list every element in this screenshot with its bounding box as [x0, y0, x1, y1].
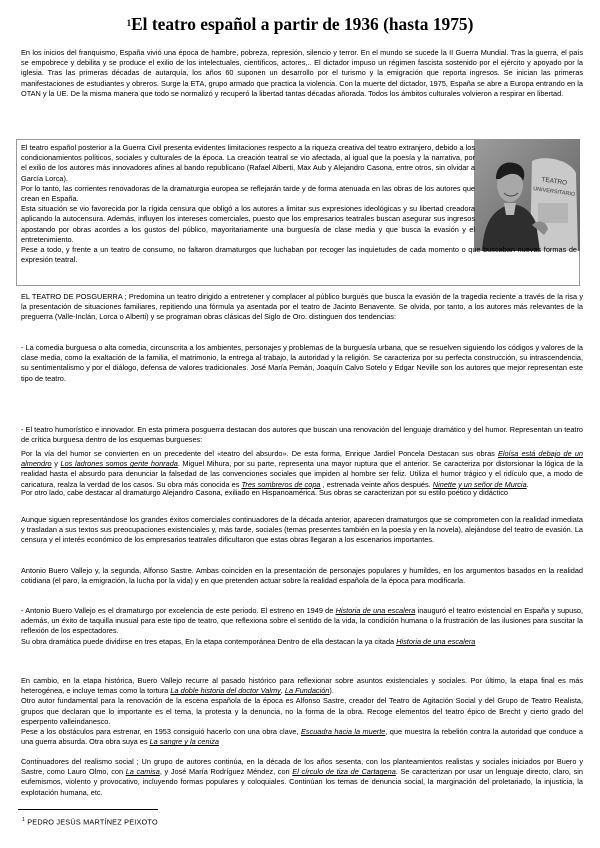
posguerra-section: [21, 292, 583, 323]
box-paragraph-2: Por lo tanto, las corrientes renovadoras de la dramaturgia europea se reflejarán tarde y de forma atenuada en las obras de los autores que crean en España.: [21, 183, 475, 204]
text-run: inauguró el teatro existencial en España y supuso, además, un éxito de taquilla inusual para este tipo de teatro, que reflexiona sobre el sentido de la vida, la condición humana o la frustración de las ilusiones para suscitar la reflexión de los espectadores.: [21, 606, 583, 636]
text-run: , que muestra la rebelión contra la autoridad que conduce a una guerra absurda. Otra obra suya es: [21, 727, 583, 747]
jardiel-mihura-text: [21, 449, 583, 490]
footnote-divider: [18, 809, 158, 810]
buero-vallejo-text: [21, 606, 583, 637]
work-title: Historia de una escalera: [335, 606, 416, 615]
text-run: Su obra dramática puede dividirse en tres etapas, En la etapa contemporánea Dentro de ella destacan la ya citada: [21, 636, 397, 646]
intro-text: En los inicios del franquismo, España vivió una época de hambre, pobreza, represión, silencio y terror. En el mundo se sucede la II Guerra Mundial. Tras la guerra, el país se empobrece y debilita y se produce el exilio de los intelectuales, científicos, actores,.. El dictador impuso un régimen fascista sostenido por el ejército y apoyado por la iglesia. Tras las primeras décadas de autarquía, los años 60 suponen un desarrollo por el turismo y la emigración que reporta ingresos. Se inician las primeras manifestaciones de estudiantes y obreros. Surge la ETA, grupo armado que practica la violencia. Con la muerte del dictador, 1975, España se abre a Europa entrando en la OTAN y la UE. De la misma manera que todo se normalizó y recuperó la libertad tantas décadas añorada. Todos los ámbitos culturales volvieron a respirar en libertad.: [21, 48, 583, 98]
page-title-text: El teatro español a partir de 1936 (hasta 1975): [131, 14, 474, 34]
buero-sastre-paragraph: [21, 566, 583, 586]
box-paragraph-3: Esta situación se vio favorecida por la rígida censura que obligó a los autores a limitar sus expresiones ideológicas y su libertad creadora aplicando la autocensura. Además, influyen los intereses comerciales, puesto que los empresarios teatrales buscan asegurar sus ingresos apostando por obras acordes a los gustos del público, mayoritariamente una burguesía de clase media y que busca la evasión y el entretenimiento.: [21, 204, 475, 244]
sign-text-2: UNIVERSITARIO: [532, 186, 576, 198]
text-run: Continuadores del realismo social ; Un grupo de autores continúa, en la década de los años sesenta, con los planteamientos realistas y sociales iniciados por Buero y Sastre, como Lauro Olmo, con: [21, 757, 583, 777]
buero-vallejo-paragraph: [21, 606, 583, 647]
existencial-paragraph: [21, 515, 583, 546]
text-run: , y José María Rodríguez Méndez, con: [159, 767, 293, 777]
work-title: El círculo de tiza de Cartagena: [292, 767, 396, 777]
text-run: . Se caracterizan por usar un lenguaje directo, claro, sin eufemismos, violento y provocativo, incluyendo formas populares y coloquiales. Continúan los temas de denuncia social, la marginación del proletariado, la injusticia, la explotación humana, etc.: [21, 767, 583, 797]
work-title: Los ladrones somos gente honrada: [60, 459, 178, 469]
text-run: Pese a los obstáculos para estrenar, en 1953 consiguió hacerlo con una obra clave,: [21, 727, 301, 737]
work-title: Ninette y un señor de Murcia: [432, 479, 527, 489]
realismo-social-paragraph: [21, 757, 583, 798]
buero-etapas-text: [21, 637, 583, 647]
work-title: La sangre y la ceniza: [149, 737, 219, 747]
comedia-burguesa-paragraph: [21, 343, 583, 384]
text-run: - Antonio Buero Vallejo es el dramaturgo por excelencia de este periodo. El estreno en 1949 de: [21, 606, 336, 615]
text-run: , estrenada veinte años después.: [320, 479, 433, 489]
etapa-historica-text: [21, 676, 583, 696]
comedia-burguesa-text: - La comedia burguesa o alta comedia, circunscrita a los ambientes, personajes y problemas de la burguesía urbana, que se resuelven siguiendo los códigos y valores de la clase media, como la exaltación de la familia, el matrimonio, la entrega al trabajo, la autoridad y la religión. Se caracteriza por su perfecta construcción, su intrascendencia, su sentimentalismo y por el diálogo, defensa de valores tradicionales. José María Pemán, Joaquín Calvo Sotelo y Edgar Neville son los autores que mejor representan este tipo de teatro.: [21, 343, 583, 383]
escuadra-text: [21, 727, 583, 747]
sign-text: TEATRO: [540, 176, 568, 187]
work-title: Eloísa está debajo de un almendro: [21, 449, 583, 469]
teatro-humoristico-paragraph: [21, 425, 583, 445]
author-photo: [474, 139, 580, 251]
footnote-text: PEDRO JESÚS MARTÍNEZ PEIXOTO: [27, 817, 158, 827]
jardiel-mihura-paragraph: [21, 449, 583, 490]
text-run: ,: [280, 686, 285, 696]
text-run: .: [526, 479, 529, 489]
intro-paragraph: [21, 48, 583, 99]
text-run: En cambio, en la etapa histórica, Buero Vallejo recurre al pasado histórico para reflexionar sobre asuntos existenciales y sociales. Por último, la etapa final es más heterogénea, e incluye temas como la tortura: [21, 676, 583, 696]
text-run: y: [51, 459, 61, 469]
work-title: Escuadra hacia la muerte: [300, 727, 386, 737]
realismo-social-text: [21, 757, 583, 798]
author-photo-image: [474, 139, 580, 251]
teatro-humoristico-text: - El teatro humorístico e innovador. En esta primera posguerra destacan dos autores que buscan una renovación del lenguaje dramático y del humor. Representan un teatro de crítica burguesa dentro de los esquemas burgueses:: [21, 425, 583, 445]
work-title: La Fundación: [284, 686, 330, 696]
sastre-text: Otro autor fundamental para la renovación de la escena española de la época es Alfonso Sastre, creador del Teatro de Agitación Social y del Grupo de Teatro Realista, grupos que declaran que lo importante es el tema, la protesta y la denuncia, no la forma de la obra. Recoge elementos del teatro épico de Brecht y cierto grado del esperpento valleindanesco.: [21, 696, 583, 726]
casona-text: Por otro lado, cabe destacar al dramaturgo Alejandro Casona, exiliado en Hispanoamérica. Sus obras se caracterizan por su estilo poético y didáctico: [21, 488, 508, 497]
existencial-text: Aunque siguen representándose los grandes éxitos comerciales continuadores de la década anterior, aparecen dramaturgos que se comprometen con la realidad inmediata y trasladan a sus textos sus preocupaciones existenciales y, más tarde, sociales (temas presentes también en la poesía y en la novela), alejándose del teatro de evasión. La censura y el interés económico de los empresarios teatrales dificultaron que estas obras llegaran a los escenarios importantes.: [21, 515, 583, 545]
text-run: ).: [329, 686, 334, 696]
footnote-number: 1: [22, 817, 25, 823]
text-run: . Miguel Mihura, por su parte, representa una mayor ruptura que el anterior. Se caracteriza por distorsionar la lógica de la realidad hasta el absurdo para denunciar la falsedad de las convenciones sociales que impiden al hombre ser feliz. Utiliza el humor trágico y el ridículo que, a modo de caricatura, realza la verdad de los casos. Su obra más conocida es: [21, 459, 583, 489]
footnote-marker: 1: [126, 18, 132, 28]
box-paragraph-4: Pese a todo, y frente a un teatro de consumo, no faltaron dramaturgos que luchaban por recoger las inquietudes de cada momento o que buscaban nuevas formas de expresión teatral.: [21, 245, 577, 265]
etapa-historica-paragraph: [21, 676, 583, 747]
work-title: La doble historia del doctor Valmy: [170, 686, 281, 696]
text-run: Por la vía del humor se convierten en un precedente del «teatro del absurdo». De esta forma, Enrique Jardiel Poncela Destacan sus obras: [21, 449, 498, 458]
posguerra-intro: EL TEATRO DE POSGUERRA ; Predomina un teatro dirigido a entretener y complacer al público burgués que busca la evasión de la tragedia reciente a través de la risa y la presentación de situaciones familiares, repitiendo una fórmula ya asentada por el teatro de Jacinto Benavente. Se olvida, por tanto, a los autores más relevantes de la preguerra (Valle-Inclán, Lorca o Alberti) y se programan obras clásicas del Siglo de Oro. distinguen dos tendencias:: [21, 292, 583, 322]
work-title: Tres sombreros de copa: [241, 479, 321, 489]
footnote: [22, 815, 158, 828]
work-title: Historia de una escalera: [396, 636, 476, 646]
buero-sastre-text: Antonio Buero Vallejo y, la segunda, Alfonso Sastre. Ambas coinciden en la presentación de personajes populares y humildes, en los argumentos basados en la realidad cotidiana (el paro, la emigración, la lucha por la vida) y en que pretenden actuar sobre la realidad española de la época para modificarla.: [21, 566, 583, 586]
work-title: La camisa: [125, 767, 160, 777]
casona-paragraph: [21, 488, 583, 498]
page-title: [0, 14, 600, 34]
box-paragraph-1: El teatro español posterior a la Guerra Civil presenta evidentes limitaciones respecto a la riqueza creativa del teatro extranjero, debido a los condicionamientos políticos, sociales y culturales de la época. La creación teatral se vio afectada, al igual que la poesía y la narrativa, por el exilio de los autores más innovadores afines al bando republicano (Rafael Alberti, Max Aub y Alejandro Casona, entre otros, sin olvidar a García Lorca).: [21, 143, 475, 183]
